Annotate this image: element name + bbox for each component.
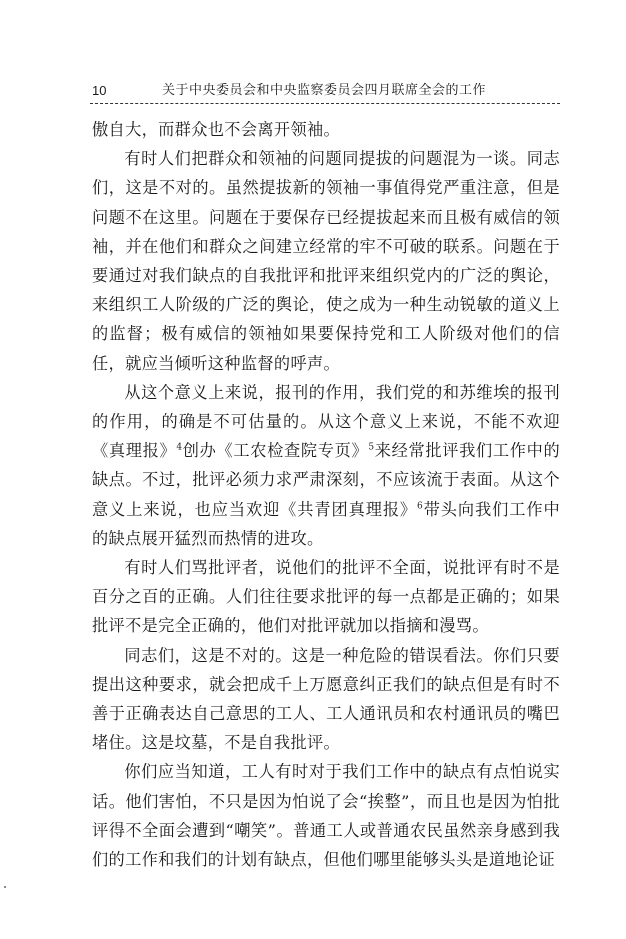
footnote-marker: 4 [176, 442, 183, 453]
running-title: 关于中央委员会和中央监察委员会四月联席全会的工作 [162, 83, 487, 98]
header-rule [90, 103, 560, 104]
paragraph-text: 创办《工农检查院专页》 [182, 441, 369, 461]
scan-speck [4, 886, 6, 888]
paragraph-text: 有时人们把群众和领袖的问题同提拔的问题混为一谈。同志们，这是不对的。虽然提拔新的领袖一事值得党严重注意，但是问题不在这里。问题在于要保存已经提拔起来而且极有威信的领袖，并在他们和群众之间建立经常的牢不可破的联系。问题在于要通过对我们缺点的自我批评和批评来组织党内的广泛的舆论，来组织工人阶级的广泛的舆论，使之成为一种生动锐敏的道义上的监督；极有威信的领袖如果要保持党和工人阶级对他们的信任，就应当倾听这种监督的呼声。 [92, 149, 560, 373]
running-head [92, 80, 562, 102]
paragraph [92, 115, 560, 144]
paragraph-text: 带头向我们工作中的缺点展开猛烈而热情的进攻。 [92, 499, 560, 548]
footnote-marker: 6 [417, 501, 424, 512]
body-text [92, 115, 560, 874]
page-number: 10 [92, 83, 107, 98]
paragraph [92, 553, 560, 641]
paragraph-text: 从这个意义上来说，报刊的作用，我们党的和苏维埃的报刊的作用，的确是不可估量的。从这个意义上来说，不能不欢迎《真理报》 [92, 382, 560, 461]
paragraph-text: 来经常批评我们工作中的缺点。不过，批评必须力求严肃深刻，不应该流于表面。从这个意义上来说，也应当欢迎《共青团真理报》 [92, 441, 560, 519]
paragraph [92, 144, 560, 378]
paragraph-text: 有时人们骂批评者，说他们的批评不全面，说批评有时不是百分之百的正确。人们往往要求批评的每一点都是正确的；如果批评不是完全正确的，他们对批评就加以指摘和漫骂。 [92, 558, 560, 636]
paragraph-text: 同志们，这是不对的。这是一种危险的错误看法。你们只要提出这种要求，就会把成千上万愿意纠正我们的缺点但是有时不善于正确表达自己意思的工人、工人通讯员和农村通讯员的嘴巴堵住。这是坟墓，不是自我批评。 [92, 645, 560, 753]
footnote-marker: 5 [368, 442, 375, 453]
paragraph [92, 757, 560, 874]
paragraph [92, 378, 560, 553]
paragraph-text: 你们应当知道，工人有时对于我们工作中的缺点有点怕说实话。他们害怕，不只是因为怕说了会“挨整”，而且也是因为怕批评得不全面会遭到“嘲笑”。普通工人或普通农民虽然亲身感到我们的工作和我们的计划有缺点，但他们哪里能够头头是道地论证 [92, 762, 560, 870]
paragraph-text: 傲自大，而群众也不会离开领袖。 [92, 120, 341, 139]
paragraph [92, 641, 560, 758]
